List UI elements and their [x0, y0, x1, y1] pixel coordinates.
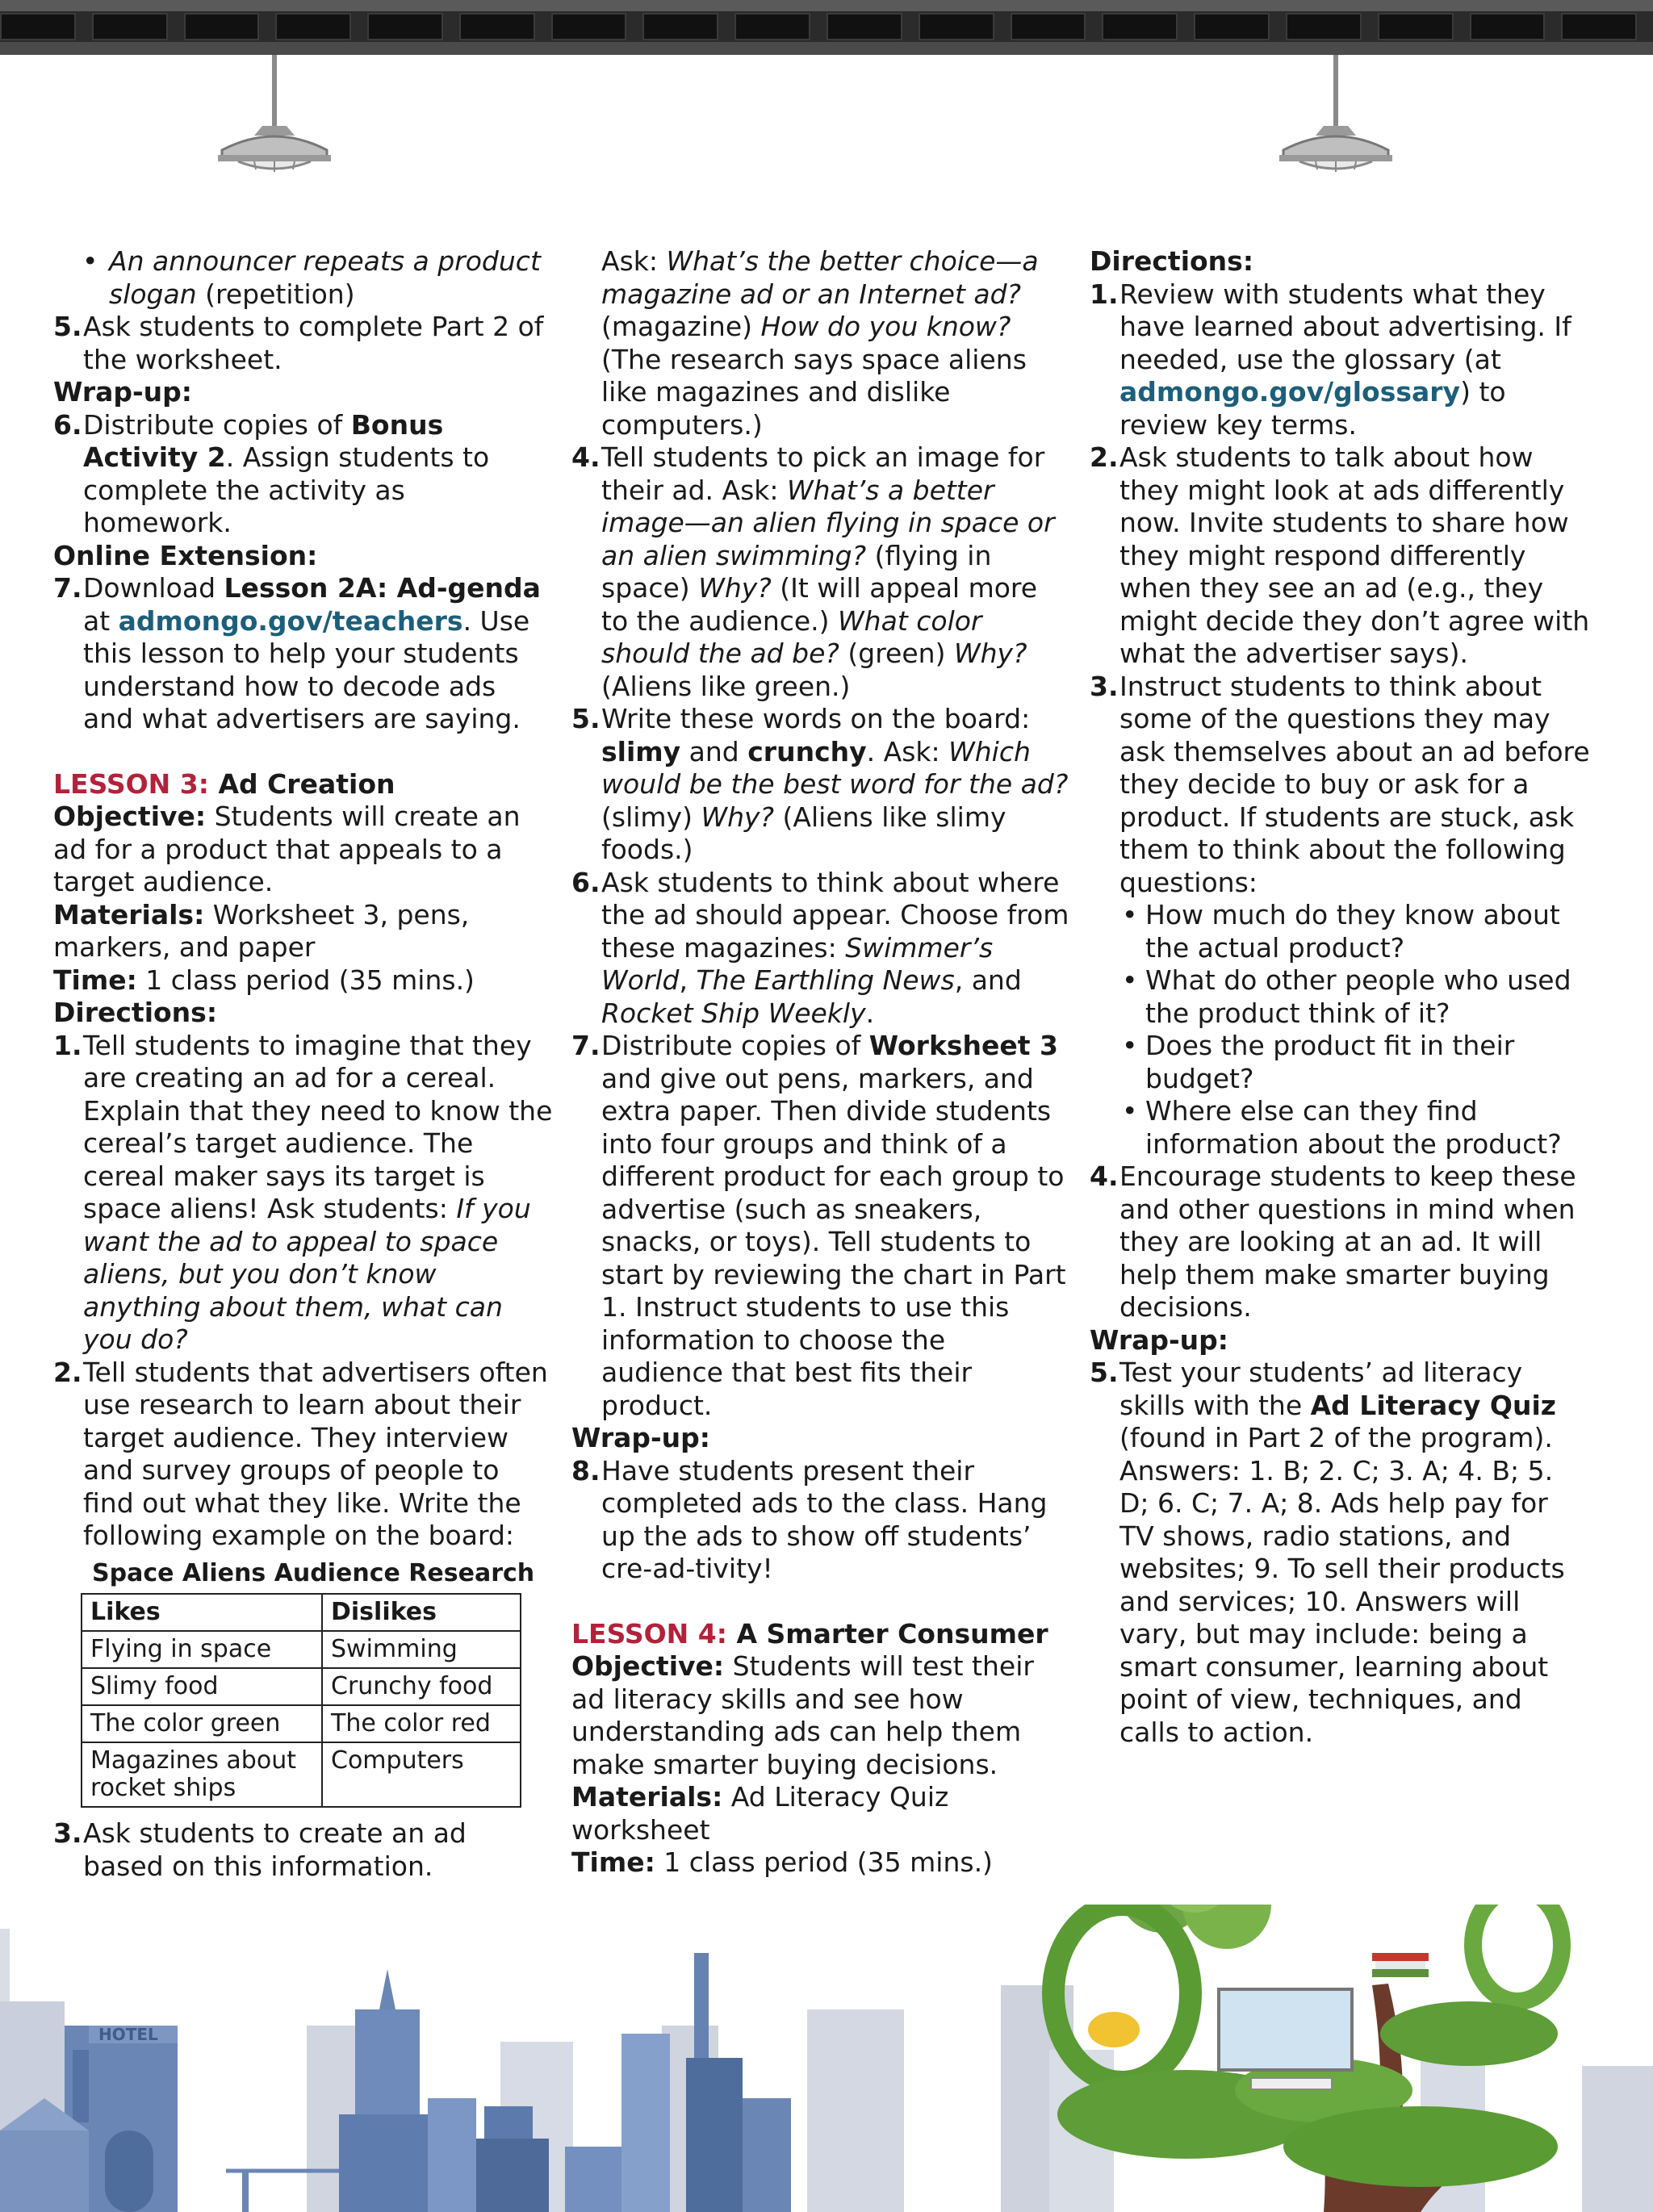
- direction-1: 1. Review with students what they have learned about advertising. If needed, use the glossary (at admongo.gov/glossary) to review key terms.: [1090, 278, 1571, 441]
- time: Time: 1 class period (35 mins.): [53, 964, 475, 996]
- online-extension-heading: Online Extension:: [53, 539, 318, 571]
- table-row: The color green The color red: [82, 1705, 521, 1742]
- objective: Objective: Students will test their ad literacy skills and see how understanding ads can help them make smarter buying decisions.: [571, 1650, 1034, 1780]
- table-caption: Space Aliens Audience Research: [92, 1558, 535, 1587]
- table-row: Magazines about rocket ships Computers: [82, 1742, 521, 1807]
- lesson-4-title: LESSON 4: A Smarter Consumer: [571, 1617, 1048, 1650]
- table-row: Slimy food Crunchy food: [82, 1668, 521, 1705]
- wrapup-heading: Wrap-up:: [1090, 1323, 1228, 1356]
- direction-2: 2. Ask students to talk about how they might look at ads differently now. Invite students to share how they might respond differently when they see an ad (e.g., they might decide they don’t agree with what the advertiser says).: [1090, 441, 1590, 669]
- table-row: Flying in space Swimming: [82, 1631, 521, 1668]
- step-5: 5. Ask students to complete Part 2 of the worksheet.: [53, 311, 544, 375]
- research-table: [81, 1593, 521, 1808]
- step-7: 7. Distribute copies of Worksheet 3 and give out pens, markers, and extra paper. Then divide students into four groups and think of a different product for each group to advertise (such as sneakers, snacks, or toys). Tell students to start by reviewing the chart in Part 1. Instruct students to use this information to choose the audience that best fits their product.: [571, 1030, 1066, 1421]
- list-item: • Does the product fit in their budget?: [1122, 1030, 1515, 1094]
- step-5: 5. Write these words on the board: slimy and crunchy. Ask: Which would be the best word for the ad? (slimy) Why? (Aliens like slimy foods.): [571, 703, 1069, 865]
- step-7: 7. Download Lesson 2A: Ad-genda at admongo.gov/teachers. Use this lesson to help your students understand how to decode ads and what advertisers are saying.: [53, 572, 541, 734]
- table-header-row: [82, 1594, 521, 1631]
- objective: Objective: Students will create an ad for a product that appeals to a target audience.: [53, 801, 521, 897]
- direction-5: 5. Test your students’ ad literacy skills with the Ad Literacy Quiz (found in Part 2 of the program). Answers: 1. B; 2. C; 3. A; 4. B; 5. D; 6. C; 7. A; 8. Ads help pay for TV shows, radio stations, and websites; 9. To sell their products and services; 10. Answers will vary, but may include: being a smart consumer, learning about point of view, techniques, and calls to action.: [1090, 1357, 1565, 1748]
- wrapup-heading: Wrap-up:: [571, 1422, 710, 1453]
- direction-2: 2. Tell students that advertisers often use research to learn about their target audience. They interview and survey groups of people to find out what they like. Write the following example on the board:: [53, 1356, 548, 1551]
- lesson-3-title: LESSON 3: Ad Creation: [53, 767, 395, 800]
- list-item: • How much do they know about the actual product?: [1122, 899, 1560, 964]
- alien-icon: [1088, 2012, 1140, 2047]
- table-header: Dislikes: [322, 1594, 521, 1631]
- wrapup-heading: Wrap-up:: [53, 376, 192, 408]
- directions-heading: Directions:: [53, 997, 218, 1028]
- direction-3: 3. Instruct students to think about some of the questions they may ask themselves about an ad before they decide to buy or ask for a product. If students are stuck, ask them to think about the following questions:: [1090, 670, 1590, 898]
- column-3: [1090, 245, 1590, 1749]
- ask-paragraph: Ask: What’s the better choice—a magazine ad or an Internet ad? (magazine) How do you know? (The research says space aliens like magazines and dislike computers.): [601, 245, 1039, 441]
- materials: Materials: Worksheet 3, pens, markers, and paper: [53, 898, 470, 963]
- column-1: [53, 245, 554, 1883]
- list-item: • An announcer repeats a product slogan (repetition): [82, 245, 541, 310]
- step-4: 4. Tell students to pick an image for their ad. Ask: What’s a better image—an alien flying in space or an alien swimming? (flying in space) Why? (It will appeal more to the audience.) What color should the ad be? (green) Why? (Aliens like green.): [571, 441, 1055, 702]
- time: Time: 1 class period (35 mins.): [571, 1846, 993, 1878]
- column-2: [571, 245, 1072, 1880]
- monitor-icon: [1219, 1989, 1352, 2070]
- list-item: • What do other people who used the product think of it?: [1122, 964, 1571, 1029]
- top-track-decoration: [0, 0, 1653, 55]
- city-skyline-illustration: [0, 1905, 1653, 2212]
- hotel-sign: HOTEL: [98, 2025, 158, 2044]
- list-item: • Where else can they find information about the product?: [1122, 1095, 1562, 1160]
- direction-3: 3. Ask students to create an ad based on this information.: [53, 1817, 467, 1882]
- materials: Materials: Ad Literacy Quiz worksheet: [571, 1781, 949, 1846]
- step-6: 6. Ask students to think about where the ad should appear. Choose from these magazines: Swimmer’s World, The Earthling News, and Rocket Ship Weekly.: [571, 866, 1069, 1029]
- ceiling-lamp-icon: [206, 55, 343, 176]
- teachers-link[interactable]: admongo.gov/teachers: [118, 604, 463, 637]
- glossary-link[interactable]: admongo.gov/glossary: [1119, 376, 1461, 408]
- table-header: Likes: [82, 1594, 322, 1631]
- ceiling-lamp-icon: [1267, 55, 1404, 176]
- direction-1: 1. Tell students to imagine that they are creating an ad for a cereal. Explain that they need to know the cereal’s target audience. The cereal maker says its target is space aliens! Ask students: If you want the ad to appeal to space aliens, but you don’t know anything about them, what can you do?: [53, 1029, 553, 1355]
- step-8: 8. Have students present their completed ads to the class. Hang up the ads to show off students’ cre-ad-tivity!: [571, 1454, 1048, 1584]
- directions-heading: Directions:: [1090, 245, 1254, 277]
- step-6: 6. Distribute copies of Bonus Activity 2. Assign students to complete the activity as homework.: [53, 408, 490, 538]
- direction-4: 4. Encourage students to keep these and other questions in mind when they are looking at an ad. It will help them make smarter buying decisions.: [1090, 1160, 1576, 1323]
